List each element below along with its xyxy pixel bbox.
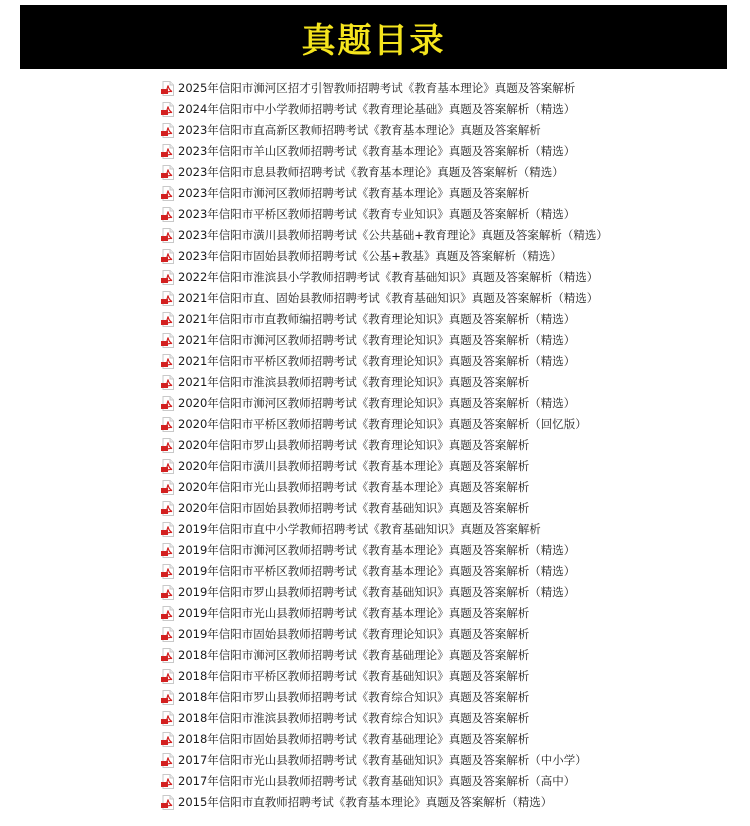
document-title: 2021年信阳市市直教师编招聘考试《教育理论知识》真题及答案解析（精选） — [178, 312, 576, 326]
document-title: 2015年信阳市直教师招聘考试《教育基本理论》真题及答案解析（精选） — [178, 795, 553, 809]
list-item[interactable] — [161, 729, 608, 750]
list-item[interactable] — [161, 78, 608, 99]
list-item[interactable] — [161, 351, 608, 372]
document-title: 2019年信阳市罗山县教师招聘考试《教育基础知识》真题及答案解析（精选） — [178, 585, 576, 599]
pdf-icon — [161, 291, 175, 306]
list-item[interactable] — [161, 645, 608, 666]
pdf-icon — [161, 228, 175, 243]
list-item[interactable] — [161, 456, 608, 477]
pdf-icon — [161, 249, 175, 264]
document-list — [161, 78, 608, 813]
list-item[interactable] — [161, 309, 608, 330]
document-title: 2023年信阳市潢川县教师招聘考试《公共基础+教育理论》真题及答案解析（精选） — [178, 228, 608, 242]
document-title: 2019年信阳市平桥区教师招聘考试《教育基本理论》真题及答案解析（精选） — [178, 564, 576, 578]
list-item[interactable] — [161, 498, 608, 519]
list-item[interactable] — [161, 162, 608, 183]
pdf-icon — [161, 522, 175, 537]
list-item[interactable] — [161, 414, 608, 435]
document-title: 2023年信阳市息县教师招聘考试《教育基本理论》真题及答案解析（精选） — [178, 165, 564, 179]
pdf-icon — [161, 711, 175, 726]
list-item[interactable] — [161, 771, 608, 792]
list-item[interactable] — [161, 225, 608, 246]
pdf-icon — [161, 627, 175, 642]
list-item[interactable] — [161, 582, 608, 603]
document-title: 2020年信阳市浉河区教师招聘考试《教育理论知识》真题及答案解析（精选） — [178, 396, 576, 410]
document-title: 2018年信阳市淮滨县教师招聘考试《教育综合知识》真题及答案解析 — [178, 711, 530, 725]
pdf-icon — [161, 354, 175, 369]
pdf-icon — [161, 459, 175, 474]
pdf-icon — [161, 543, 175, 558]
pdf-icon — [161, 270, 175, 285]
document-title: 2023年信阳市浉河区教师招聘考试《教育基本理论》真题及答案解析 — [178, 186, 530, 200]
pdf-icon — [161, 102, 175, 117]
document-title: 2020年信阳市光山县教师招聘考试《教育基本理论》真题及答案解析 — [178, 480, 530, 494]
pdf-icon — [161, 501, 175, 516]
pdf-icon — [161, 396, 175, 411]
pdf-icon — [161, 480, 175, 495]
list-item[interactable] — [161, 687, 608, 708]
pdf-icon — [161, 732, 175, 747]
pdf-icon — [161, 438, 175, 453]
pdf-icon — [161, 648, 175, 663]
pdf-icon — [161, 606, 175, 621]
list-item[interactable] — [161, 561, 608, 582]
list-item[interactable] — [161, 120, 608, 141]
list-item[interactable] — [161, 750, 608, 771]
document-title: 2019年信阳市直中小学教师招聘考试《教育基础知识》真题及答案解析 — [178, 522, 541, 536]
page-title: 真题目录 — [301, 20, 446, 61]
document-title: 2021年信阳市淮滨县教师招聘考试《教育理论知识》真题及答案解析 — [178, 375, 530, 389]
document-title: 2025年信阳市浉河区招才引智教师招聘考试《教育基本理论》真题及答案解析 — [178, 81, 576, 95]
list-item[interactable] — [161, 267, 608, 288]
list-item[interactable] — [161, 708, 608, 729]
list-item[interactable] — [161, 540, 608, 561]
pdf-icon — [161, 207, 175, 222]
document-title: 2019年信阳市浉河区教师招聘考试《教育基本理论》真题及答案解析（精选） — [178, 543, 576, 557]
list-item[interactable] — [161, 141, 608, 162]
pdf-icon — [161, 564, 175, 579]
document-title: 2021年信阳市平桥区教师招聘考试《教育理论知识》真题及答案解析（精选） — [178, 354, 576, 368]
document-title: 2023年信阳市平桥区教师招聘考试《教育专业知识》真题及答案解析（精选） — [178, 207, 576, 221]
document-title: 2024年信阳市中小学教师招聘考试《教育理论基础》真题及答案解析（精选） — [178, 102, 576, 116]
pdf-icon — [161, 312, 175, 327]
pdf-icon — [161, 165, 175, 180]
list-item[interactable] — [161, 603, 608, 624]
pdf-icon — [161, 585, 175, 600]
pdf-icon — [161, 753, 175, 768]
list-item[interactable] — [161, 330, 608, 351]
list-item[interactable] — [161, 519, 608, 540]
header-bar — [20, 5, 727, 69]
pdf-icon — [161, 333, 175, 348]
document-title: 2023年信阳市羊山区教师招聘考试《教育基本理论》真题及答案解析（精选） — [178, 144, 576, 158]
document-title: 2017年信阳市光山县教师招聘考试《教育基础知识》真题及答案解析（中小学） — [178, 753, 587, 767]
list-item[interactable] — [161, 288, 608, 309]
document-title: 2023年信阳市固始县教师招聘考试《公基+教基》真题及答案解析（精选） — [178, 249, 562, 263]
list-item[interactable] — [161, 372, 608, 393]
list-item[interactable] — [161, 183, 608, 204]
list-item[interactable] — [161, 477, 608, 498]
pdf-icon — [161, 186, 175, 201]
document-title: 2022年信阳市淮滨县小学教师招聘考试《教育基础知识》真题及答案解析（精选） — [178, 270, 599, 284]
document-title: 2018年信阳市罗山县教师招聘考试《教育综合知识》真题及答案解析 — [178, 690, 530, 704]
document-title: 2019年信阳市光山县教师招聘考试《教育基本理论》真题及答案解析 — [178, 606, 530, 620]
list-item[interactable] — [161, 792, 608, 813]
pdf-icon — [161, 375, 175, 390]
pdf-icon — [161, 690, 175, 705]
list-item[interactable] — [161, 435, 608, 456]
pdf-icon — [161, 669, 175, 684]
document-title: 2019年信阳市固始县教师招聘考试《教育理论知识》真题及答案解析 — [178, 627, 530, 641]
document-title: 2021年信阳市浉河区教师招聘考试《教育理论知识》真题及答案解析（精选） — [178, 333, 576, 347]
pdf-icon — [161, 144, 175, 159]
document-title: 2017年信阳市光山县教师招聘考试《教育基础知识》真题及答案解析（高中） — [178, 774, 576, 788]
list-item[interactable] — [161, 666, 608, 687]
document-title: 2020年信阳市罗山县教师招聘考试《教育理论知识》真题及答案解析 — [178, 438, 530, 452]
list-item[interactable] — [161, 99, 608, 120]
list-item[interactable] — [161, 393, 608, 414]
document-title: 2018年信阳市固始县教师招聘考试《教育基础理论》真题及答案解析 — [178, 732, 530, 746]
pdf-icon — [161, 81, 175, 96]
pdf-icon — [161, 774, 175, 789]
pdf-icon — [161, 417, 175, 432]
document-title: 2023年信阳市直高新区教师招聘考试《教育基本理论》真题及答案解析 — [178, 123, 541, 137]
list-item[interactable] — [161, 204, 608, 225]
pdf-icon — [161, 123, 175, 138]
list-item[interactable] — [161, 246, 608, 267]
pdf-icon — [161, 795, 175, 810]
document-title: 2020年信阳市平桥区教师招聘考试《教育理论知识》真题及答案解析（回忆版） — [178, 417, 587, 431]
document-title: 2020年信阳市固始县教师招聘考试《教育基础知识》真题及答案解析 — [178, 501, 530, 515]
document-title: 2018年信阳市平桥区教师招聘考试《教育基础知识》真题及答案解析 — [178, 669, 530, 683]
list-item[interactable] — [161, 624, 608, 645]
document-title: 2020年信阳市潢川县教师招聘考试《教育基本理论》真题及答案解析 — [178, 459, 530, 473]
document-title: 2018年信阳市浉河区教师招聘考试《教育基础理论》真题及答案解析 — [178, 648, 530, 662]
document-title: 2021年信阳市直、固始县教师招聘考试《教育基础知识》真题及答案解析（精选） — [178, 291, 599, 305]
